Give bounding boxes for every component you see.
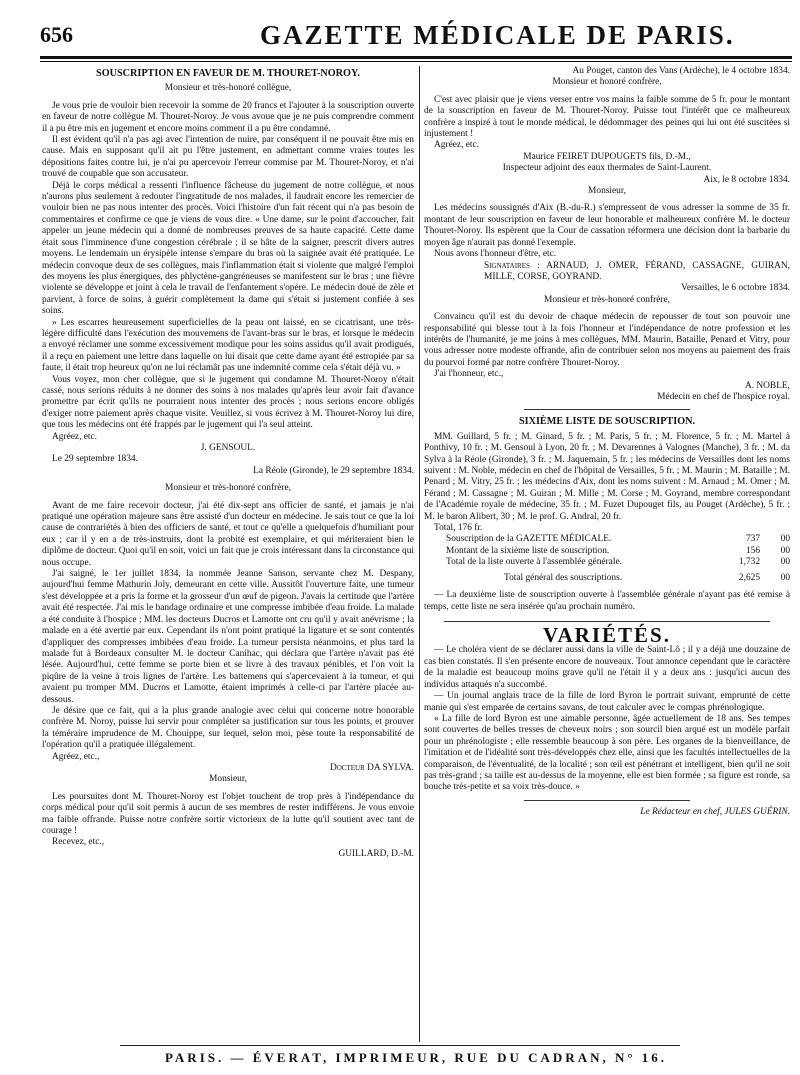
letter-place-date: La Réole (Gironde), le 29 septembre 1834. [253,465,414,476]
table-cell-label: Souscription de la GAZETTE MÉDICALE. [446,534,612,545]
table-row [424,546,790,557]
letter-closing: Agréez, etc. [52,431,98,442]
paragraph: » Les escarres heureusement superficielles de la peau ont laissé, en se cicatrisant, une très-légère difficulté dans l'exécution des mouvemens de l'avant-bras sur le bras, et lorsque le médecin a envoyé réclamer une somme excessivement modique pour les soins assidus qu'il avait prodigués, il a reçu en paiement une lettre dans laquelle on lui disait que cette dame ayant été estropiée par sa faute, il était trop heureux qu'on ne lui réclamât pas une indemnité comme cela s'était déjà vu. » [42,317,414,374]
masthead-title: GAZETTE MÉDICALE DE PARIS. [260,20,735,50]
paragraph: J'ai l'honneur, etc., [434,369,504,380]
table-cell-amount: 1,732 [738,556,760,567]
subscription-list: MM. Guillard, 5 fr. ; M. Ginard, 5 fr. ; M. Paris, 5 fr. ; M. Florence, 5 fr. ; M. Martel à Ponthivy, 10 fr. ; M. Gensoul à Lyon, 20 fr. ; M. Devarennes à Valognes (Manche), 3 fr. ; M. da Sylva à la Réole (Gironde), 3 fr. ; M. Jaquemain, 5 fr. ; les médecins de Versailles dont les noms suivent : M. Noble, médecin en chef de l'hôpital de Versailles, 5 fr. ; M. Maurin ; M. Bataille ; M. Penard ; M. Vitry, 25 fr. ; les médecins d'Aix, dont les noms suivent : M. Arnaud ; M. Omer ; M. Férand ; M. Cassagne ; M. Guiran ; M. Mille ; M. Corse ; M. Goyrand, membre correspondant de l'Académie royale de médecine, 35 fr. ; M. Fuzet Dupouget fils, au Pouget (Ardèche), 5 fr. ; M. le baron Alibert, 30 ; M. le prof. G. Andral, 20 fr. [424,431,790,522]
letter-salutation: Monsieur et très-honoré collègue, [164,83,292,94]
table-row [424,534,790,545]
letter-signature: Maurice FEIRET DUPOUGETS fils, D.-M., [523,151,691,162]
page-header [40,16,788,52]
paragraph: Nous avons l'honneur d'être, etc. [434,249,557,260]
letter-signature: A. NOBLE, [744,380,790,391]
letter-signature: Docteur DA SYLVA. [329,762,414,773]
letter-salutation: Monsieur, [209,774,247,785]
paragraph: Déjà le corps médical a ressenti l'influence fâcheuse du jugement de notre collègue, et nous n'aurons plus seulement à redouter l'ingratitude de nos malades, il faudrait encore les remercier de vouloir bien ne pas nous intenter des procès. Voici l'histoire d'un fait récent qui n'a pas besoin de commentaires et confirme ce que je viens de vous dire. « Une dame, sur le point d'accoucher, fait appeler un jeune médecin qui a donné de nombreuses preuves de sa haute capacité. Cette dame était sous l'imminence d'une congestion cérébrale ; il se hâte de la saigner, prescrit divers autres moyens. Le lendemain un érysipèle intense s'empare du bras où la saignée avait été pratiquée. Le médecin convoque deux de ses collègues, mais l'inflammation était si violente que malgré l'emploi des moyens les plus énergiques, des phlyctène-gangréneuses se manifestent sur le bras ; une fièvre violente se développe et joint à cela le travail de l'enfantement s'opère. Le médecin doué de zèle et parvient, à force de soins, à guérir complètement la dame qui s'était si justement confiée à ses soins. [42,180,414,317]
paragraph: Vous voyez, mon cher collègue, que si le jugement qui condamne M. Thouret-Noroy n'était cassé, nous serions réduits à ne donner des soins à nos malades qu'après leur avoir fait d'avance promettre par écrit qu'ils ne pourraient nous intenter des procès ; nous serions encore obligés d'exiger notre paiement après chaque visite. Veuillez, si vous écrivez à M. Thouret-Noroy lui dire, que tous les médecins ont été frappés par le jugement qui l'a seul atteint. [42,374,414,431]
table-cell-label: Total de la liste ouverte à l'assemblée générale. [446,556,622,567]
printer-imprint: PARIS. — ÉVERAT, IMPRIMEUR, RUE DU CADRAN, N° 16. [164,1050,668,1065]
list-note: — La deuxième liste de souscription ouverte à l'assemblée générale n'ayant pas été remise à temps, cette liste ne sera insérée qu'au prochain numéro. [424,590,790,612]
paragraph: C'est avec plaisir que je viens verser entre vos mains la faible somme de 5 fr. pour le montant de la souscription en faveur de M. Thouret-Noroy. Puisse tout l'intérêt que ce malheureux confrère a inspiré à tout le monde médical, le dédommager des peines qui lui ont été suscitées si injustement ! [424,94,790,140]
letter-date: Le 29 septembre 1834. [52,454,138,465]
divider [524,409,690,410]
paragraph: Avant de me faire recevoir docteur, j'ai été dix-sept ans officier de santé, et jamais je n'ai pratiqué une opération majeure sans être assisté d'un docteur en médecine. Je sais tout ce que la loi cause de contrariétés à bien des officiers de santé, et tout ce qu'elle a quelquefois d'humiliant pour eux ; car il y en a de très-instruits, dont la probité est exemplaire, et qui mériteraient bien le diplôme de docteur. Quoi qu'il en soit, voici un fait que je crois intéressant dans la circonstance qui nous occupe. [42,500,414,568]
signer-title: Médecin en chef de l'hospice royal. [657,391,790,402]
page-footer [40,1046,792,1068]
subscription-list-title: SIXIÈME LISTE DE SOUSCRIPTION. [518,416,696,428]
column-divider [419,66,420,1042]
table-cell-amount: 2,625 [738,573,760,584]
letter-salutation: Monsieur et honoré confrère, [552,77,662,88]
letter-closing: Agréez, etc. [434,140,480,151]
paragraph: — Un journal anglais trace de la fille de lord Byron le portrait suivant, emprunté de cette manie qui s'est emparée de certains savans, de tout calculer avec le compas phrénologique. [424,691,790,713]
varietes-heading: VARIÉTÉS. [543,623,671,648]
divider [444,621,770,622]
right-column [424,66,790,818]
letter-closing: Agréez, etc., [52,751,100,762]
letter-place-date: Aix, le 8 octobre 1834. [703,174,790,185]
letter-signatories: Signataires : ARNAUD, J. OMER, FÉRAND, CASSAGNE, GUIRAN, MILLE, CORSE, GOYRAND. [484,260,790,282]
editor-signature: Le Rédacteur en chef, JULES GUÉRIN. [640,806,790,817]
totals-table [424,534,790,584]
paragraph: Convaincu qu'il est du devoir de chaque médecin de repousser de tout son pouvoir une responsabilité qui blesse tout à la fois l'honneur et l'indépendance de notre profession et les intérêts de l'humanité, je me joins à mes collègues, MM. Maurin, Bataille, Penard et Vitry, pour vous adresser notre modeste offrande, afin de contribuer selon nos moyens au paiement des frais du pourvoi formé par notre confrère Thouret-Noroy. [424,312,790,368]
list-total: Total, 176 fr. [434,523,483,534]
paragraph: Il est évident qu'il n'a pas agi avec l'intention de nuire, par conséquent il ne pouvait être mis en cause. Mais en supposant qu'il ait pu l'être justement, en admettant comme vraies toutes les dépositions faites contre lui, je n'ai pu apercevoir l'erreur commise par M. Thouret-Noroy, et n'ai trouvé de coupable que son accusateur. [42,135,414,180]
paragraph: J'ai saigné, le 1er juillet 1834, la nommée Jeanne Sanson, servante chez M. Despany, aujourd'hui femme Mathurin Joly, demeurant en cette ville. Aussitôt l'ouverture faite, une tumeur s'est développée et a pris la forme et la grosseur d'un œuf de pigeon. J'avais la certitude que l'artère avait été respectée. J'ai mis le bandage ordinaire et une compresse imbibée d'eau froide. La malade a été conduite à l'hospice ; MM. les docteurs Ducros et Lamotte ont cru qu'il y avait anévrisme ; la malade en a été avertie par eux. Cependant ils n'ont point pratiqué la ligature et se sont contentés d'appliquer des compresses imbibées d'eau froide. La tumeur persista néanmoins, et plus tard la malade fut à Bordeaux consulter M. le docteur Canihac, qui déclara que l'artère n'avait pas été lésée. Aujourd'hui, cette femme se porte bien et se livre à des travaux pénibles, et l'on voit la piqûre de la veine à trois lignes de l'artère. Les battemens qui s'apercevaient à la tumeur, et qui avaient pu tromper MM. Ducros et Lamotte, étaient imprimés à celle-ci par l'artère placée au-dessous. [42,569,414,705]
table-cell-label: Montant de la sixième liste de souscription. [446,545,610,556]
paragraph: Je désire que ce fait, qui a la plus grande analogie avec celui qui concerne notre honorable confrère M. Noroy, puisse lui servir pour compléter sa justification sur tous les points, et prouver la téméraire imprudence de M. Chouippe, sur lequel, selon moi, pèse toute la responsabilité de l'opération qu'il a pratiquée illégalement. [42,705,414,751]
page-number: 656 [40,22,73,47]
signer-title: Inspecteur adjoint des eaux thermales de Saint-Laurent. [502,163,712,174]
paragraph: « La fille de lord Byron est une aimable personne, âgée actuellement de 18 ans. Ses tempes sont couvertes de belles tresses de cheveux noirs ; son sourcil bien arqué est un modèle parfait pour un phrénologiste ; elle ressemble beaucoup à son père. Les organes de la bienveillance, de l'imitation et de l'idéalité sont très-développés chez elle, ainsi que les facultés intellectuelles de la comparaison, de l'éventualité, de la localité ; son œil est pénétrant et intelligent, bien qu'il ne soit pas très-grand ; sa taille est au-dessus de la moyenne, elle est bien formée ; sa figure est ronde, sa bouche très-petite et sa voix très-douce. » [424,713,790,793]
grand-total-row [424,573,790,584]
letter-place-date: Versailles, le 6 octobre 1834. [681,283,790,294]
paragraph: Les poursuites dont M. Thouret-Noroy est l'objet touchent de trop près à l'indépendance du corps médical pour qu'il soit permis à aucun de ses membres de rester indifférens. Je vous envoie ma faible offrande. Puisse notre confrère sortir victorieux de la lutte qu'il soutient avec tant de courage ! [42,791,414,836]
paragraph: — Le choléra vient de se déclarer aussi dans la ville de Saint-Lô ; il y a déjà une douzaine de cas bien constatés. Il s'en présente encore de nouveaux. Tout annonce cependant que le caractère de la maladie est beaucoup moins grave qu'il ne l'était il y a deux ans : jusqu'ici aucun des individus attaqués n'a succombé. [424,645,790,690]
table-cell-cents: 00 [780,534,790,545]
table-cell-label: Total général des souscriptions. [504,573,623,584]
paragraph: Les médecins soussignés d'Aix (B.-du-R.) s'empressent de vous adresser la somme de 35 fr. montant de leur souscription en faveur de leur honorable et malheureux confrère M. le docteur Thouret-Noroy. Ils espèrent que la Cour de cassation réformera une décision dont la barbarie du moyen âge n'aurait pas donné l'exemple. [424,203,790,248]
table-cell-cents: 00 [780,545,790,556]
letter-signature: GUILLARD, D.-M. [338,848,414,859]
left-column [42,66,414,860]
letter-salutation: Monsieur et très-honoré confrère, [544,294,670,305]
table-cell-amount: 156 [745,545,760,556]
table-row [424,557,790,568]
table-cell-cents: 00 [780,573,790,584]
header-rule-thin [40,61,792,62]
letter-salutation: Monsieur et très-honoré confrère, [165,483,291,494]
letter-closing: Recevez, etc., [52,837,105,848]
header-rule [40,56,792,59]
table-cell-amount: 737 [745,534,760,545]
section-title: SOUSCRIPTION EN FAVEUR DE M. THOURET-NOROY. [96,68,360,79]
table-cell-cents: 00 [780,556,790,567]
letter-salutation: Monsieur, [588,186,626,197]
letter-place-date: Au Pouget, canton des Vans (Ardèche), le 4 octobre 1834. [572,66,790,76]
paragraph: Je vous prie de vouloir bien recevoir la somme de 20 francs et l'ajouter à la souscription ouverte en faveur de notre collègue M. Thouret-Noroy. Je vous avoue que je ne puis comprendre comment il a pu être mis en jugement et encore moins comment il a pu être condamné. [42,100,414,134]
letter-signature: J. GENSOUL. [200,443,256,453]
divider [524,800,690,801]
